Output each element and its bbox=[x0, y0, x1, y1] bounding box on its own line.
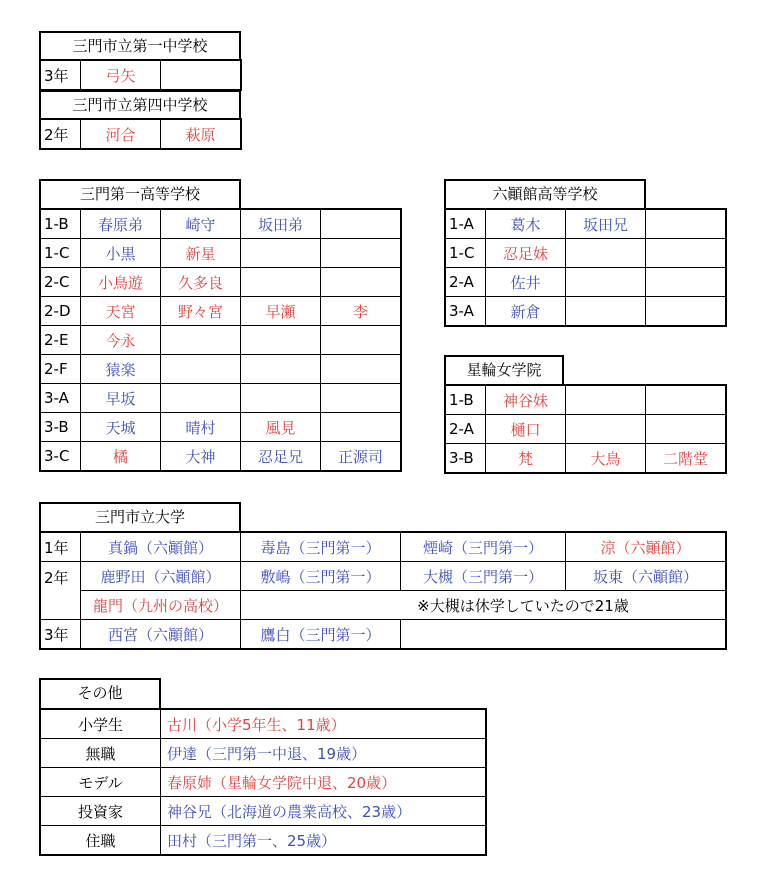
note-cell bbox=[241, 591, 726, 620]
table-row bbox=[446, 268, 726, 297]
student-cell: 天城 bbox=[81, 413, 161, 442]
class-cell: 2-C bbox=[41, 268, 81, 297]
student-cell: 小黒 bbox=[81, 239, 161, 268]
student-cell: 猿楽 bbox=[81, 355, 161, 384]
table-row bbox=[41, 533, 726, 562]
student-cell: 坂東（六顚館） bbox=[566, 562, 726, 591]
student-cell: 今永 bbox=[81, 326, 161, 355]
class-cell: 3-B bbox=[41, 413, 81, 442]
student-cell: 鹿野田（六顚館） bbox=[81, 562, 241, 591]
student-cell: 小鳥遊 bbox=[81, 268, 161, 297]
empty-cell bbox=[321, 326, 401, 355]
role-cell: 住職 bbox=[41, 826, 161, 855]
mikado-high-title: 三門第一高等学校 bbox=[39, 179, 241, 210]
student-cell: 大鳥 bbox=[566, 444, 646, 473]
person-cell: 春原姉（星輪女学院中退、20歳） bbox=[161, 768, 486, 797]
table-row bbox=[41, 591, 726, 620]
table-row bbox=[41, 620, 726, 649]
student-cell: 樋口 bbox=[486, 415, 566, 444]
student-cell: 萩原 bbox=[161, 120, 241, 149]
table-row bbox=[41, 562, 726, 591]
empty-cell bbox=[161, 326, 241, 355]
student-cell: 弓矢 bbox=[81, 61, 161, 90]
student-cell: 二階堂 bbox=[646, 444, 726, 473]
empty-cell bbox=[321, 355, 401, 384]
student-cell: 河合 bbox=[81, 120, 161, 149]
school4-table bbox=[40, 119, 241, 149]
role-cell: 無職 bbox=[41, 739, 161, 768]
empty-cell bbox=[241, 239, 321, 268]
student-cell: 龍門（九州の高校） bbox=[81, 591, 241, 620]
empty-cell bbox=[566, 297, 646, 326]
class-cell: 3-B bbox=[446, 444, 486, 473]
class-cell: 3-C bbox=[41, 442, 81, 471]
student-cell: 敷嶋（三門第一） bbox=[241, 562, 401, 591]
empty-cell bbox=[321, 210, 401, 239]
empty-cell bbox=[321, 384, 401, 413]
empty-cell bbox=[646, 297, 726, 326]
table-row bbox=[446, 444, 726, 473]
empty-cell bbox=[161, 355, 241, 384]
student-cell: 風見 bbox=[241, 413, 321, 442]
table-row bbox=[41, 384, 401, 413]
person-cell: 古川（小学5年生、11歳） bbox=[161, 710, 486, 739]
student-cell: 西宮（六顚館） bbox=[81, 620, 241, 649]
school1-title: 三門市立第一中学校 bbox=[39, 31, 241, 61]
student-cell: 鷹白（三門第一） bbox=[241, 620, 401, 649]
student-cell: 佐井 bbox=[486, 268, 566, 297]
table-row bbox=[41, 61, 241, 90]
empty-cell bbox=[566, 239, 646, 268]
empty-cell bbox=[241, 268, 321, 297]
person-cell: 伊達（三門第一中退、19歳） bbox=[161, 739, 486, 768]
student-cell: 梵 bbox=[486, 444, 566, 473]
table-row bbox=[446, 239, 726, 268]
class-cell: 3-A bbox=[41, 384, 81, 413]
class-cell: 2-A bbox=[446, 415, 486, 444]
class-cell: 2-E bbox=[41, 326, 81, 355]
class-cell: 2-D bbox=[41, 297, 81, 326]
rokuken-high-title: 六顚館高等学校 bbox=[444, 179, 646, 210]
student-cell: 葛木 bbox=[486, 210, 566, 239]
student-cell: 新星 bbox=[161, 239, 241, 268]
grade-cell: 2年 bbox=[41, 120, 81, 149]
table-row bbox=[446, 415, 726, 444]
university-table bbox=[40, 532, 726, 649]
class-cell: 1-B bbox=[446, 386, 486, 415]
grade-cell: 3年 bbox=[41, 61, 81, 90]
empty-cell bbox=[646, 239, 726, 268]
university-note: ※大槻は休学していたので21歳 bbox=[417, 596, 629, 615]
table-row bbox=[41, 739, 486, 768]
class-cell: 1-C bbox=[41, 239, 81, 268]
student-cell: 忍足妹 bbox=[486, 239, 566, 268]
grade-cell: 3年 bbox=[41, 620, 81, 649]
university-title: 三門市立大学 bbox=[39, 502, 241, 533]
class-cell: 1-A bbox=[446, 210, 486, 239]
student-cell: 毒島（三門第一） bbox=[241, 533, 401, 562]
student-cell: 大槻（三門第一） bbox=[401, 562, 566, 591]
class-cell: 1-B bbox=[41, 210, 81, 239]
role-cell: モデル bbox=[41, 768, 161, 797]
class-cell: 2-A bbox=[446, 268, 486, 297]
mikado-high-table bbox=[40, 209, 401, 471]
empty-cell bbox=[241, 355, 321, 384]
class-cell: 1-C bbox=[446, 239, 486, 268]
student-cell: 坂田弟 bbox=[241, 210, 321, 239]
others-title: その他 bbox=[39, 678, 161, 710]
empty-cell bbox=[646, 210, 726, 239]
student-cell: 坂田兄 bbox=[566, 210, 646, 239]
seirin-title: 星輪女学院 bbox=[444, 355, 564, 386]
others-table bbox=[40, 709, 486, 855]
empty-cell bbox=[646, 415, 726, 444]
table-row bbox=[41, 442, 401, 471]
empty-cell bbox=[401, 620, 726, 649]
table-row bbox=[41, 355, 401, 384]
table-row bbox=[41, 710, 486, 739]
table-row bbox=[41, 797, 486, 826]
student-cell: 久多良 bbox=[161, 268, 241, 297]
student-cell: 涼（六顚館） bbox=[566, 533, 726, 562]
student-cell: 正源司 bbox=[321, 442, 401, 471]
empty-cell bbox=[566, 415, 646, 444]
role-cell: 小学生 bbox=[41, 710, 161, 739]
rokuken-high-table bbox=[445, 209, 726, 326]
table-row bbox=[41, 413, 401, 442]
empty-cell bbox=[241, 326, 321, 355]
person-cell: 神谷兄（北海道の農業高校、23歳） bbox=[161, 797, 486, 826]
student-cell: 李 bbox=[321, 297, 401, 326]
table-row bbox=[41, 768, 486, 797]
student-cell: 春原弟 bbox=[81, 210, 161, 239]
table-row bbox=[41, 826, 486, 855]
student-cell: 忍足兄 bbox=[241, 442, 321, 471]
empty-cell bbox=[321, 413, 401, 442]
student-cell: 天宮 bbox=[81, 297, 161, 326]
empty-cell bbox=[321, 268, 401, 297]
student-cell: 大神 bbox=[161, 442, 241, 471]
empty-cell bbox=[646, 268, 726, 297]
student-cell: 橘 bbox=[81, 442, 161, 471]
table-row bbox=[41, 239, 401, 268]
student-cell: 早瀬 bbox=[241, 297, 321, 326]
school1-table bbox=[40, 60, 241, 90]
table-row bbox=[41, 297, 401, 326]
empty-cell bbox=[161, 61, 241, 90]
table-row bbox=[41, 268, 401, 297]
grade-cell: 2年 bbox=[41, 562, 81, 620]
empty-cell bbox=[241, 384, 321, 413]
person-cell: 田村（三門第一、25歳） bbox=[161, 826, 486, 855]
role-cell: 投資家 bbox=[41, 797, 161, 826]
student-cell: 新倉 bbox=[486, 297, 566, 326]
table-row bbox=[446, 210, 726, 239]
seirin-table bbox=[445, 385, 726, 473]
empty-cell bbox=[646, 386, 726, 415]
student-cell: 野々宮 bbox=[161, 297, 241, 326]
table-row bbox=[446, 386, 726, 415]
table-row bbox=[41, 326, 401, 355]
student-cell: 早坂 bbox=[81, 384, 161, 413]
empty-cell bbox=[321, 239, 401, 268]
empty-cell bbox=[566, 386, 646, 415]
table-row bbox=[41, 210, 401, 239]
empty-cell bbox=[566, 268, 646, 297]
student-cell: 煙崎（三門第一） bbox=[401, 533, 566, 562]
student-cell: 神谷妹 bbox=[486, 386, 566, 415]
table-row bbox=[446, 297, 726, 326]
class-cell: 2-F bbox=[41, 355, 81, 384]
grade-cell: 1年 bbox=[41, 533, 81, 562]
class-cell: 3-A bbox=[446, 297, 486, 326]
school4-title: 三門市立第四中学校 bbox=[39, 90, 241, 120]
empty-cell bbox=[161, 384, 241, 413]
student-cell: 崎守 bbox=[161, 210, 241, 239]
student-cell: 真鍋（六顚館） bbox=[81, 533, 241, 562]
table-row bbox=[41, 120, 241, 149]
student-cell: 晴村 bbox=[161, 413, 241, 442]
